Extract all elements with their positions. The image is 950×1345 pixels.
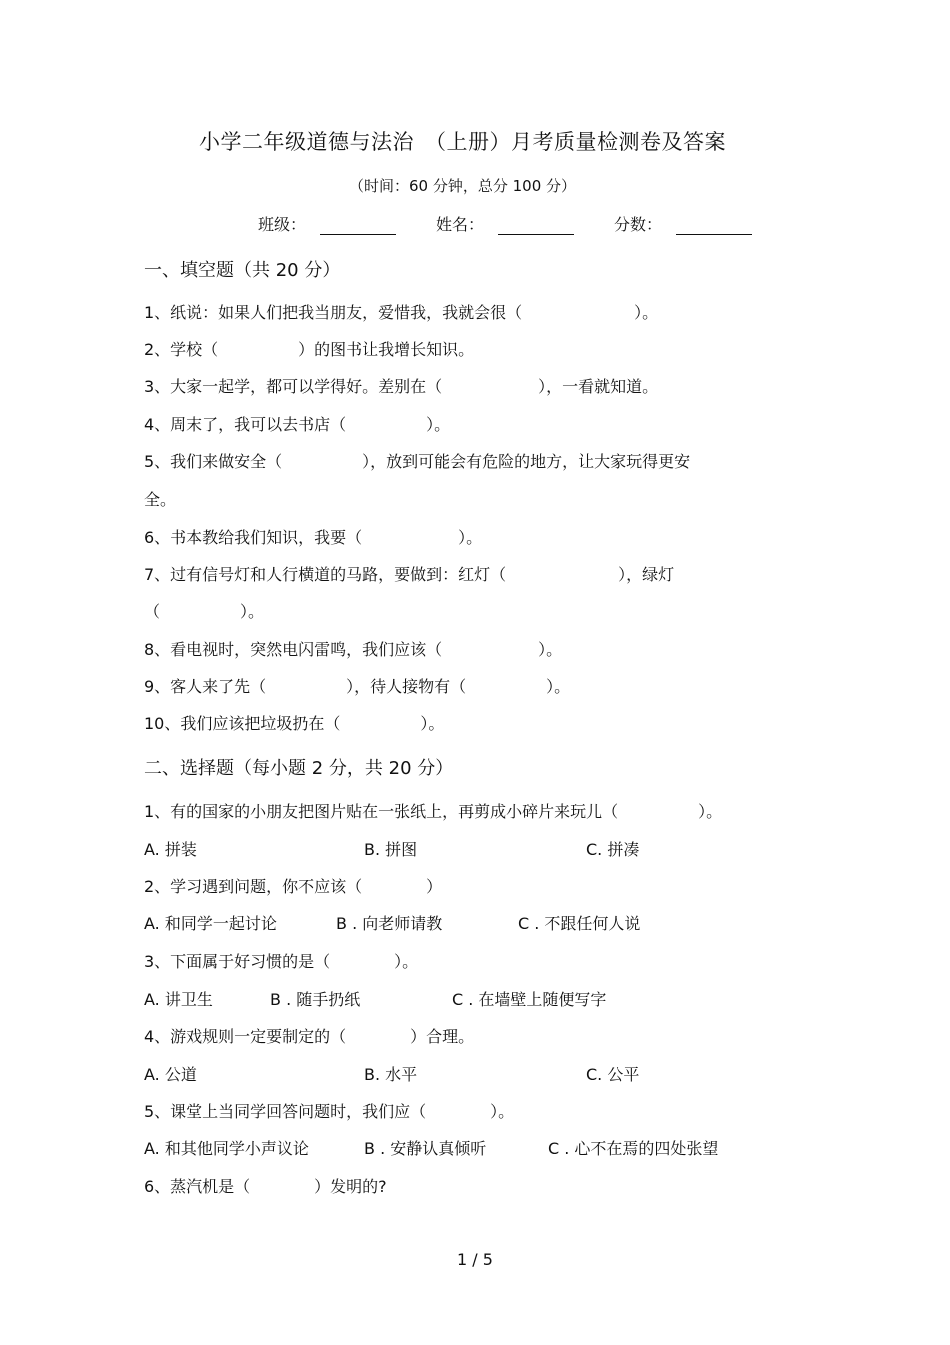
option-b: B . 随手扔纸 [270, 990, 361, 1009]
class-field [258, 212, 396, 235]
student-info-row [258, 212, 752, 235]
choice-question-3: 3、下面属于好习惯的是（ ）。 [144, 952, 419, 971]
option-a: A. 和同学一起讨论 [144, 914, 277, 933]
fill-question-1: 1、纸说：如果人们把我当朋友，爱惜我，我就会很（ ）。 [144, 303, 659, 322]
exam-info: （时间：60 分钟，总分 100 分） [348, 177, 577, 195]
option-b: B. 水平 [364, 1065, 418, 1084]
option-c: C . 心不在焉的四处张望 [548, 1139, 719, 1158]
fill-question-10: 10、我们应该把垃圾扔在（ ）。 [144, 714, 445, 733]
option-c: C . 不跟任何人说 [518, 914, 641, 933]
option-a: A. 拼装 [144, 840, 197, 859]
fill-question-5-cont: 全。 [144, 490, 177, 509]
fill-question-6: 6、书本教给我们知识，我要（ ）。 [144, 528, 483, 547]
page-title: 小学二年级道德与法治 （上册）月考质量检测卷及答案 [199, 130, 726, 154]
option-b: B. 拼图 [364, 840, 418, 859]
fill-question-7-cont: （ ）。 [144, 602, 265, 621]
name-field [436, 212, 574, 235]
option-c: C. 拼凑 [586, 840, 640, 859]
score-label: 分数： [614, 215, 663, 234]
option-a: A. 公道 [144, 1065, 197, 1084]
option-c: C. 公平 [586, 1065, 640, 1084]
name-label: 姓名： [436, 215, 485, 234]
name-blank [498, 216, 574, 235]
score-blank [676, 216, 752, 235]
choice-question-6: 6、蒸汽机是（ ）发明的? [144, 1177, 387, 1196]
score-field [614, 212, 752, 235]
choice-question-5: 5、课堂上当同学回答问题时，我们应（ ）。 [144, 1102, 515, 1121]
class-blank [320, 216, 396, 235]
fill-question-3: 3、大家一起学，都可以学得好。差别在（ ），一看就知道。 [144, 377, 659, 396]
class-label: 班级： [258, 215, 307, 234]
option-b: B . 安静认真倾听 [364, 1139, 487, 1158]
option-a: A. 讲卫生 [144, 990, 213, 1009]
choice-question-2: 2、学习遇到问题，你不应该（ ） [144, 877, 443, 896]
fill-question-9: 9、客人来了先（ ），待人接物有（ ）。 [144, 677, 571, 696]
option-c: C . 在墙壁上随便写字 [452, 990, 607, 1009]
section-choice-title: 二、选择题（每小题 2 分，共 20 分） [144, 758, 454, 779]
choice-question-4: 4、游戏规则一定要制定的（ ）合理。 [144, 1027, 475, 1046]
section-fill-blank-title: 一、填空题（共 20 分） [144, 260, 341, 281]
option-b: B . 向老师请教 [336, 914, 443, 933]
fill-question-2: 2、学校（ ）的图书让我增长知识。 [144, 340, 475, 359]
choice-question-1: 1、有的国家的小朋友把图片贴在一张纸上，再剪成小碎片来玩儿（ ）。 [144, 802, 723, 821]
fill-question-8: 8、看电视时，突然电闪雷鸣，我们应该（ ）。 [144, 640, 563, 659]
fill-question-4: 4、周末了，我可以去书店（ ）。 [144, 415, 451, 434]
fill-question-7: 7、过有信号灯和人行横道的马路，要做到：红灯（ ），绿灯 [144, 565, 675, 584]
fill-question-5: 5、我们来做安全（ ），放到可能会有危险的地方，让大家玩得更安 [144, 452, 691, 471]
option-a: A. 和其他同学小声议论 [144, 1139, 309, 1158]
page-number: 1 / 5 [457, 1250, 493, 1269]
